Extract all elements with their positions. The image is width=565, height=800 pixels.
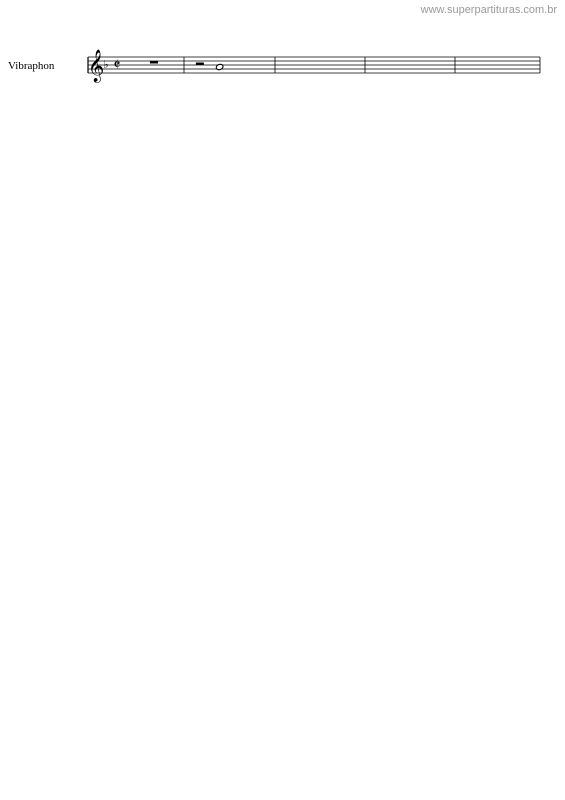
site-watermark: www.superpartituras.com.br	[420, 4, 557, 16]
half-rest	[196, 63, 204, 66]
instrument-name: Vibraphon	[8, 60, 55, 72]
cut-time-icon: 𝄵	[113, 57, 121, 74]
half-note	[215, 63, 223, 70]
flat-icon: ♭	[103, 59, 109, 71]
staff-1	[8, 50, 540, 83]
treble-clef-icon: 𝄞	[87, 51, 105, 82]
whole-rest	[150, 61, 158, 64]
